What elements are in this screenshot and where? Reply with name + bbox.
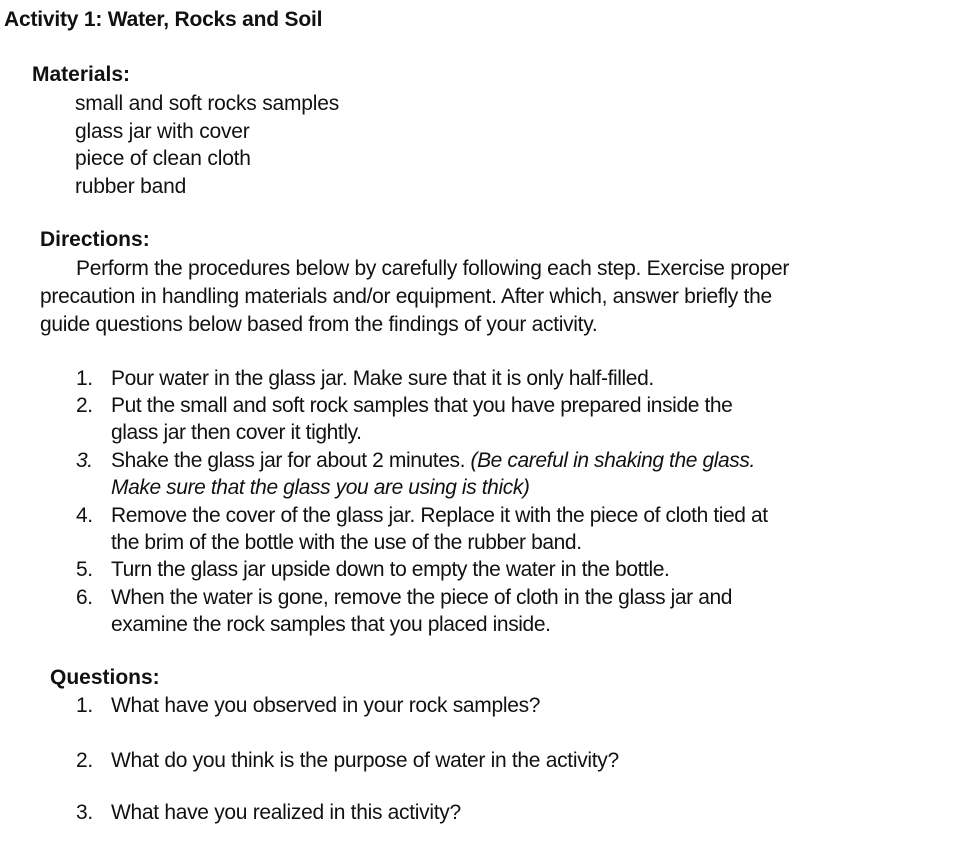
directions-paragraph-line: precaution in handling materials and/or equipment. After which, answer briefly the (40, 285, 772, 308)
step-text: Turn the glass jar upside down to empty the water in the bottle. (111, 558, 670, 581)
activity-title: Activity 1: Water, Rocks and Soil (4, 8, 323, 31)
material-item: glass jar with cover (75, 119, 250, 143)
step-text: Remove the cover of the glass jar. Replace it with the piece of cloth tied at (111, 504, 768, 527)
directions-paragraph-line: Perform the procedures below by carefully following each step. Exercise proper (76, 257, 790, 280)
step-note: (Be careful in shaking the glass. (470, 449, 755, 472)
step-number: 5. (76, 558, 93, 581)
step-text: Pour water in the glass jar. Make sure that it is only half-filled. (111, 367, 654, 390)
step-text: glass jar then cover it tightly. (111, 421, 362, 444)
question-text: What have you realized in this activity? (111, 801, 461, 824)
step-text: Shake the glass jar for about 2 minutes. (111, 449, 471, 472)
materials-list (75, 90, 339, 200)
directions-paragraph-line: guide questions below based from the findings of your activity. (40, 313, 598, 336)
step-number: 3. (76, 449, 93, 472)
step-text: When the water is gone, remove the piece of cloth in the glass jar and (111, 586, 733, 609)
question-text: What have you observed in your rock samples? (111, 694, 541, 717)
question-text: What do you think is the purpose of water in the activity? (111, 749, 619, 772)
step-text: examine the rock samples that you placed inside. (111, 613, 551, 636)
directions-heading: Directions: (40, 228, 150, 251)
step-number: 4. (76, 504, 93, 527)
step-note: Make sure that the glass you are using is thick) (111, 476, 530, 499)
question-number: 1. (76, 694, 93, 717)
question-number: 2. (76, 749, 93, 772)
step-number: 1. (76, 367, 93, 390)
material-item: small and soft rocks samples (75, 92, 339, 115)
step-number: 6. (76, 586, 93, 609)
material-item: rubber band (75, 174, 187, 198)
materials-heading: Materials: (32, 63, 131, 86)
step-text: the brim of the bottle with the use of the rubber band. (111, 531, 582, 554)
step-number: 2. (76, 394, 93, 417)
material-item: piece of clean cloth (75, 147, 251, 170)
step-text: Put the small and soft rock samples that you have prepared inside the (111, 394, 733, 417)
question-number: 3. (76, 801, 93, 824)
questions-heading: Questions: (50, 666, 160, 689)
